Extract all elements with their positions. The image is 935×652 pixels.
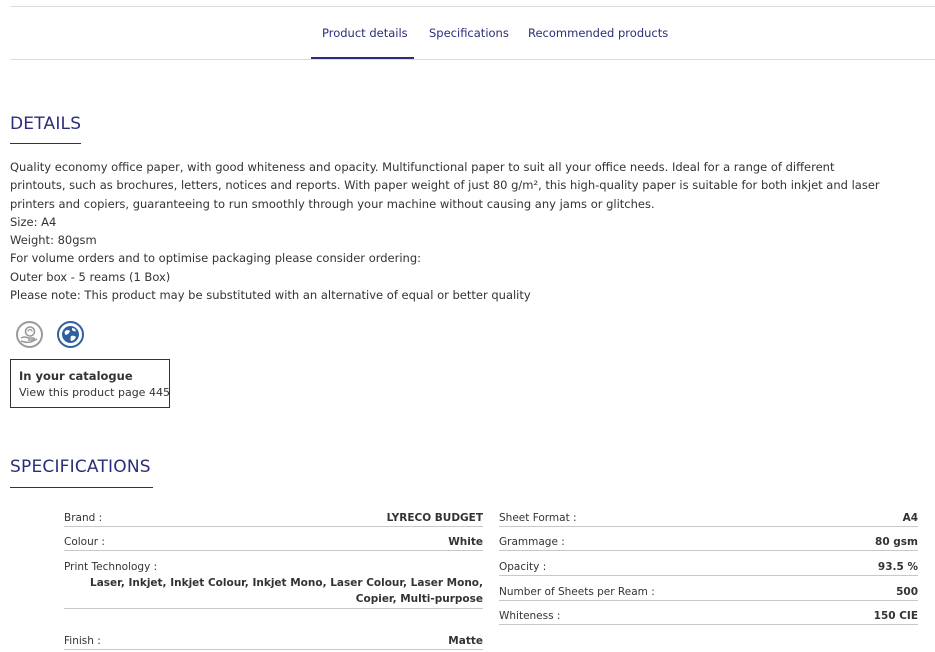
spec-row-sheet-format [499, 510, 918, 527]
catalogue-box [10, 359, 170, 408]
spec-row-opacity [499, 559, 918, 576]
spec-row-whiteness [499, 608, 918, 625]
spec-value: Matte [448, 635, 483, 647]
details-heading: DETAILS [10, 114, 82, 134]
spec-row-grammage [499, 534, 918, 551]
tab-product-details[interactable]: Product details [322, 26, 408, 40]
spec-label: Opacity : [499, 561, 547, 573]
tab-bar [10, 0, 935, 60]
spec-value: LYRECO BUDGET [386, 512, 483, 524]
substitution-note: Please note: This product may be substituted with an alternative of equal or better quality [10, 288, 531, 303]
spec-label: Colour : [64, 536, 105, 548]
weight-line: Weight: 80gsm [10, 233, 97, 248]
spec-value: White [448, 536, 483, 548]
spec-value: 80 gsm [875, 536, 918, 548]
active-tab-indicator [311, 57, 414, 59]
volume-order-line: For volume orders and to optimise packaging please consider ordering: [10, 251, 422, 266]
spec-value: 93.5 % [877, 561, 918, 573]
spec-value: 150 CIE [873, 610, 918, 622]
tab-specifications[interactable]: Specifications [429, 26, 509, 40]
size-line: Size: A4 [10, 214, 57, 229]
spec-label: Brand : [64, 512, 103, 524]
globe-icon [57, 321, 84, 348]
spec-row-print-technology [64, 559, 483, 609]
spec-value: 500 [896, 586, 918, 598]
description-paragraph: Quality economy office paper, with good whiteness and opacity. Multifunctional paper to suit all your office needs. Ideal for a range of different printouts, such as brochures, letters, notices and reports. With paper weight of just 80 g/m², this high-quality paper is suitable for both inkjet and laser printers and copiers, guaranteeing to run smoothly through your machine without causing any jams or glitches. [10, 160, 880, 211]
spec-row-colour [64, 534, 483, 551]
details-heading-rule [10, 143, 81, 144]
spec-row-finish [64, 633, 483, 650]
tab-recommended-products[interactable]: Recommended products [528, 26, 669, 40]
outer-box-line: Outer box - 5 reams (1 Box) [10, 269, 171, 284]
product-description [10, 158, 890, 304]
spec-row-brand [64, 510, 483, 527]
spec-label: Grammage : [499, 536, 565, 548]
catalogue-page-link[interactable]: View this product page 445 [19, 386, 170, 399]
spec-label: Number of Sheets per Ream : [499, 586, 655, 598]
spec-row-sheets-per-ream [499, 584, 918, 601]
specifications-heading: SPECIFICATIONS [10, 457, 151, 477]
spec-label: Sheet Format : [499, 512, 577, 524]
hand-recycle-icon [16, 321, 43, 348]
catalogue-title: In your catalogue [19, 369, 133, 383]
spec-label: Finish : [64, 635, 101, 647]
specifications-heading-rule [10, 487, 153, 488]
spec-label: Print Technology : [64, 561, 158, 573]
spec-label: Whiteness : [499, 610, 561, 622]
spec-value: A4 [902, 512, 918, 524]
spec-value: Laser, Inkjet, Inkjet Colour, Inkjet Mono, Laser Colour, Laser Mono, Copier, Multi-purpose [90, 577, 483, 605]
